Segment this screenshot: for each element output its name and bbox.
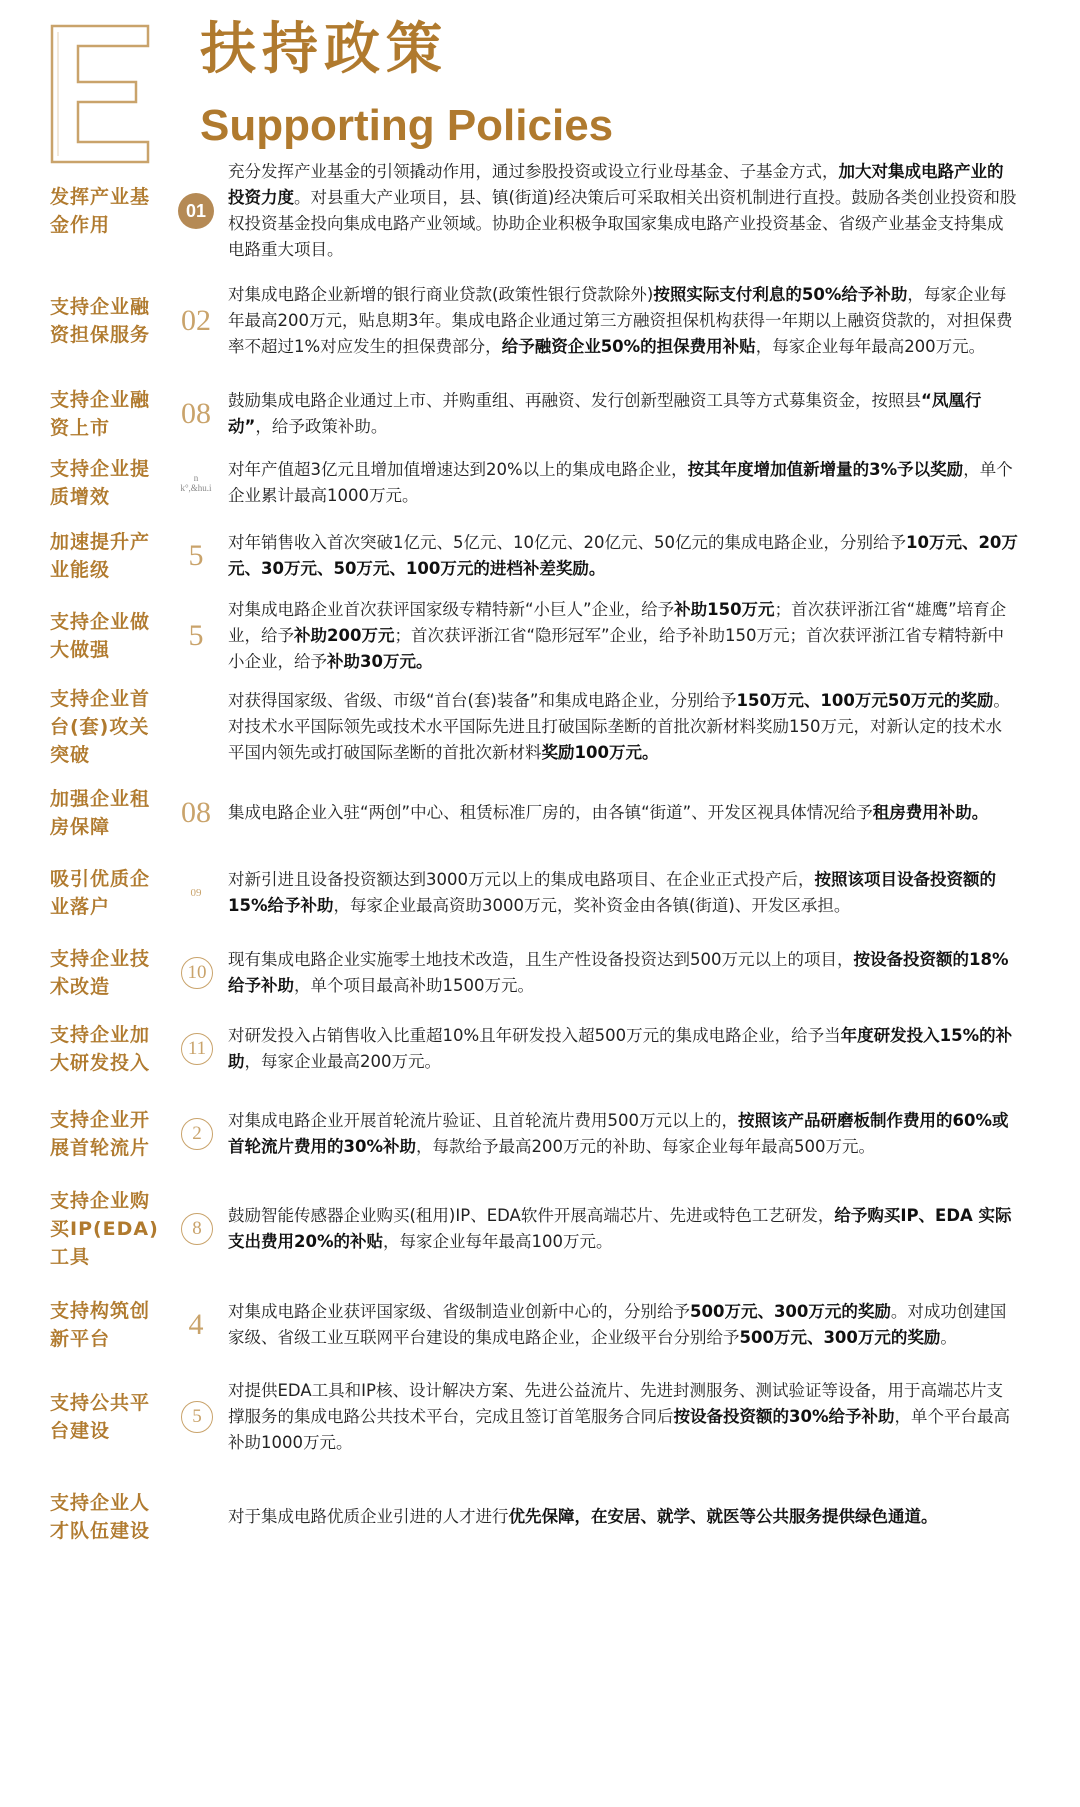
- policy-text-highlight: 奖励100万元。: [541, 743, 659, 762]
- policy-text-highlight: 给予购买IP、EDA 实际支出费用20%的补贴: [228, 1206, 1012, 1251]
- policy-text-segment: ；首次获评浙江省“隐形冠军”企业，给予补助150万元；首次获评浙江省专精特新中小企业，给予: [228, 626, 1005, 671]
- policy-number: 01: [178, 193, 214, 229]
- policy-row: [0, 594, 1080, 678]
- policy-row: [0, 380, 1080, 448]
- policy-text-segment: 。对县重大产业项目，县、镇(街道)经决策后可采取相关出资机制进行直投。鼓励各类创业投资和股权投资基金投向集成电路产业领域。协助企业积极争取国家集成电路产业投资基金、省级产业基金支持集成电路重大项目。: [228, 188, 1017, 259]
- policy-text-segment: ，每家企业最高200万元。: [244, 1052, 441, 1071]
- policy-text: [228, 597, 1018, 675]
- policy-row: [0, 678, 1080, 776]
- policy-text-segment: 。对成功创建国家级、省级工业互联网平台建设的集成电路企业，企业级平台分别给予: [228, 1302, 1007, 1347]
- policy-label: 支持企业人才队伍建设: [50, 1492, 151, 1542]
- policy-label: 支持企业做大做强: [50, 611, 151, 661]
- policy-number: 4: [188, 1308, 204, 1341]
- policy-text-segment: 。对技术水平国际领先或技术水平国际先进且打破国际垄断的首批次新材料奖励150万元，对新认定的技术水平国内领先或打破国际垄断的首批次新材料: [228, 691, 1010, 762]
- policy-label: 支持企业首台(套)攻关突破: [50, 688, 151, 766]
- policy-text-highlight: 给予融资企业50%的担保费用补贴: [501, 337, 756, 356]
- policy-number: 5: [188, 619, 204, 652]
- policy-text-segment: 对提供EDA工具和IP核、设计解决方案、先进公益流片、先进封测服务、测试验证等设备，用于高端芯片支撑服务的集成电路公共技术平台，完成且签订首笔服务合同后: [228, 1381, 1003, 1426]
- policy-text-segment: 鼓励智能传感器企业购买(租用)IP、EDA软件开展高端芯片、先进或特色工艺研发，: [228, 1206, 835, 1225]
- policy-label: 加速提升产业能级: [50, 531, 151, 581]
- policy-text-segment: 对集成电路企业开展首轮流片验证、且首轮流片费用500万元以上的，: [228, 1111, 738, 1130]
- policy-text-segment: 对新引进且设备投资额达到3000万元以上的集成电路项目、在企业正式投产后，: [228, 870, 815, 889]
- policy-text-segment: 对于集成电路优质企业引进的人才进行: [228, 1507, 509, 1526]
- policy-number: 5: [181, 1401, 213, 1433]
- policy-text-highlight: 按照该项目设备投资额的15%给予补助: [228, 870, 996, 915]
- policy-number: n k°,&hu.i: [180, 473, 212, 493]
- policy-text-highlight: 补助150万元: [674, 600, 775, 619]
- policy-row: [0, 518, 1080, 594]
- policy-row: [0, 776, 1080, 850]
- policy-text-segment: ，每款给予最高200万元的补助、每家企业每年最高500万元。: [416, 1137, 875, 1156]
- policy-label: 支持企业提质增效: [50, 458, 151, 508]
- policy-text-highlight: 按设备投资额的30%给予补助: [673, 1407, 895, 1426]
- policy-row: [0, 1462, 1080, 1572]
- policy-row: [0, 1372, 1080, 1462]
- policy-row: [0, 1088, 1080, 1180]
- policy-text-segment: ，单个项目最高补助1500万元。: [294, 976, 534, 995]
- policy-text: [228, 867, 1018, 919]
- policy-text: [228, 1023, 1018, 1075]
- policy-text: [228, 947, 1018, 999]
- policy-text: [228, 388, 1018, 440]
- policy-text: [228, 282, 1018, 360]
- policy-text-segment: 对集成电路企业获评国家级、省级制造业创新中心的，分别给予: [228, 1302, 690, 1321]
- policy-row: [0, 262, 1080, 380]
- policy-text: [228, 1504, 1018, 1530]
- policy-row: [0, 936, 1080, 1010]
- page-title-cn: 扶持政策: [200, 17, 448, 82]
- policy-text-highlight: 500万元、300万元的奖励: [690, 1302, 891, 1321]
- policy-text-highlight: 优先保障，在安居、就学、就医等公共服务提供绿色通道。: [508, 1507, 938, 1526]
- policy-text-segment: 充分发挥产业基金的引领撬动作用，通过参股投资或设立行业母基金、子基金方式，: [228, 162, 839, 181]
- policy-number: 5: [188, 539, 204, 572]
- policy-text-segment: 对集成电路企业首次获评国家级专精特新“小巨人”企业，给予: [228, 600, 675, 619]
- policy-number: 8: [181, 1213, 213, 1245]
- policy-text-segment: 对年销售收入首次突破1亿元、5亿元、10亿元、20亿元、50亿元的集成电路企业，分别给予: [228, 533, 906, 552]
- policy-text-segment: ，每家企业最高资助3000万元，奖补资金由各镇(街道)、开发区承担。: [333, 896, 851, 915]
- policy-text-highlight: 按照该产品研磨板制作费用的60%或首轮流片费用的30%补助: [228, 1111, 1009, 1156]
- policy-label: 发挥产业基金作用: [50, 186, 151, 236]
- policy-text-highlight: 补助200万元: [294, 626, 395, 645]
- policy-text-segment: 鼓励集成电路企业通过上市、并购重组、再融资、发行创新型融资工具等方式募集资金，按照县: [228, 391, 921, 410]
- policy-text-segment: ，单个平台最高补助1000万元。: [228, 1407, 1010, 1452]
- policy-text-highlight: 10万元、20万元、30万元、50万元、100万元的进档补差奖励。: [228, 533, 1018, 578]
- policy-label: 支持企业技术改造: [50, 948, 151, 998]
- policy-text-segment: ；首次获评浙江省“雄鹰”培育企业，给予: [228, 600, 1007, 645]
- policy-text: [228, 159, 1018, 263]
- policy-text-highlight: 按设备投资额的18%给予补助: [228, 950, 1009, 995]
- policy-row: [0, 850, 1080, 936]
- policy-label: 支持企业开展首轮流片: [50, 1109, 151, 1159]
- policy-text: [228, 1378, 1018, 1456]
- policy-text: [228, 530, 1018, 582]
- policy-text-highlight: 年度研发投入15%的补助: [228, 1026, 1013, 1071]
- policy-label: 支持企业融资上市: [50, 389, 151, 439]
- policy-text-segment: ，每家企业每年最高200万元，贴息期3年。集成电路企业通过第三方融资担保机构获得一年期以上融资贷款的，对担保费率不超过1%对应发生的担保费部分，: [228, 285, 1013, 356]
- policy-text: [228, 1108, 1018, 1160]
- policy-text-highlight: 按照实际支付利息的50%给予补助: [653, 285, 908, 304]
- policy-row: [0, 1010, 1080, 1088]
- policy-label: 支持企业加大研发投入: [50, 1024, 151, 1074]
- policy-text-segment: 对研发投入占销售收入比重超10%且年研发投入超500万元的集成电路企业，给予当: [228, 1026, 841, 1045]
- policy-label: 支持构筑创新平台: [50, 1300, 151, 1350]
- policy-text-highlight: 补助30万元。: [327, 652, 433, 671]
- policy-text-segment: 现有集成电路企业实施零土地技术改造，且生产性设备投资达到500万元以上的项目，: [228, 950, 854, 969]
- policy-text: [228, 688, 1018, 766]
- policy-number: 02: [181, 304, 211, 337]
- policy-text-segment: ，给予政策补助。: [255, 417, 388, 436]
- policy-text-highlight: 150万元、100万元50万元的奖励: [736, 691, 994, 710]
- policy-text-segment: ，单个企业累计最高1000万元。: [228, 460, 1013, 505]
- policy-number: 10: [181, 957, 213, 989]
- policy-row: [0, 160, 1080, 262]
- policy-label: 支持公共平台建设: [50, 1392, 151, 1442]
- policy-number: 09: [190, 887, 202, 899]
- policy-text-highlight: 500万元、300万元的奖励: [739, 1328, 941, 1347]
- policy-text: [228, 800, 1018, 826]
- policy-text: [228, 1299, 1018, 1351]
- page-title-en: Supporting Policies: [200, 101, 614, 150]
- policy-text-highlight: 按其年度增加值新增量的3%予以奖励: [687, 460, 964, 479]
- policy-text-segment: ，每家企业每年最高100万元。: [383, 1232, 613, 1251]
- letter-e-outline: [50, 24, 150, 164]
- policy-label: 吸引优质企业落户: [50, 868, 151, 918]
- policy-text-highlight: “凤凰行动”: [228, 391, 982, 436]
- policy-label: 支持企业购买IP(EDA)工具: [50, 1190, 159, 1268]
- policy-row: [0, 1180, 1080, 1278]
- policy-number: 11: [181, 1033, 213, 1065]
- policy-text: [228, 1203, 1018, 1255]
- policy-label: 加强企业租房保障: [50, 788, 151, 838]
- policy-number: 08: [181, 796, 211, 829]
- policy-text-segment: 对年产值超3亿元且增加值增速达到20%以上的集成电路企业，: [228, 460, 688, 479]
- policy-text-highlight: 租房费用补助。: [872, 803, 989, 822]
- policy-text-segment: 集成电路企业入驻“两创”中心、租赁标准厂房的，由各镇“街道”、开发区视具体情况给予: [228, 803, 873, 822]
- policy-text-segment: ，每家企业每年最高200万元。: [755, 337, 986, 356]
- policy-text-segment: 对集成电路企业新增的银行商业贷款(政策性银行贷款除外): [228, 285, 654, 304]
- policy-text-segment: 对获得国家级、省级、市级“首台(套)装备”和集成电路企业，分别给予: [228, 691, 737, 710]
- policy-text-segment: 。: [940, 1328, 957, 1347]
- policy-text-highlight: 加大对集成电路产业的投资力度: [228, 162, 1004, 207]
- policy-label: 支持企业融资担保服务: [50, 296, 151, 346]
- policy-number: 2: [181, 1118, 213, 1150]
- policy-row: [0, 1278, 1080, 1372]
- policy-number: 08: [181, 397, 211, 430]
- policy-row: [0, 448, 1080, 518]
- policy-text: [228, 457, 1018, 509]
